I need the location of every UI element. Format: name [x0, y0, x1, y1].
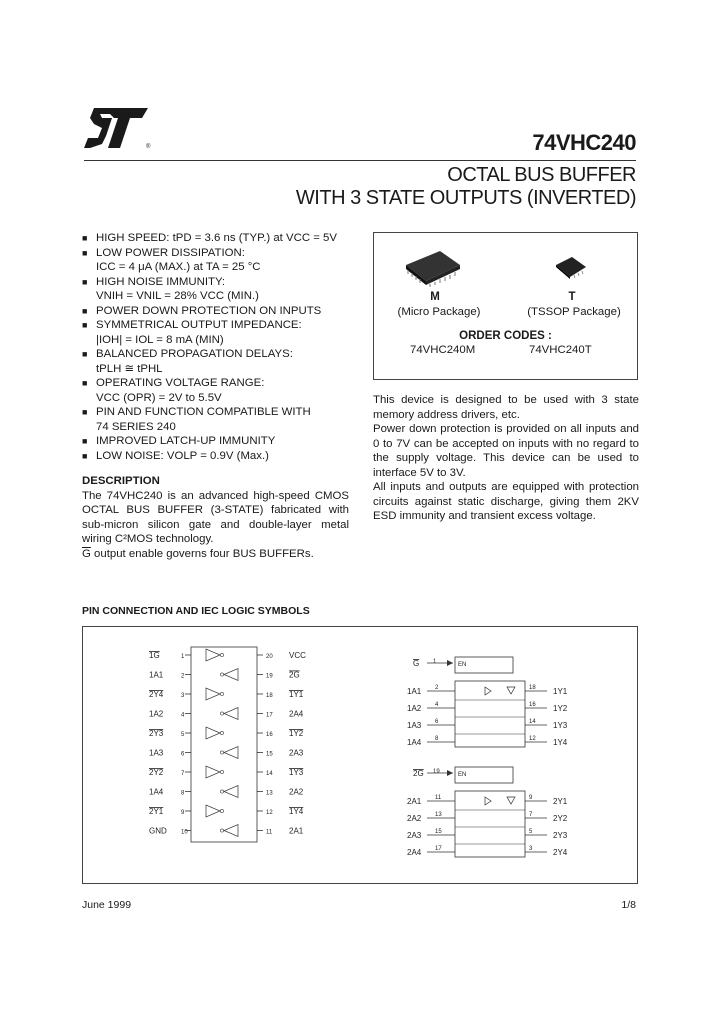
- right-pin-name: 2A4: [289, 709, 304, 719]
- iec-top-input-number: 2: [435, 685, 439, 691]
- iec-bottom-input-name: 2A4: [407, 848, 422, 857]
- right-pin-name: 2G: [289, 670, 300, 680]
- iec-bottom-enable-name: 2G: [413, 769, 424, 778]
- iec-bottom-output-number: 9: [529, 795, 533, 801]
- buffer-gate-icon: [224, 825, 238, 837]
- left-pin-number: 10: [181, 829, 188, 836]
- iec-top-input-number: 4: [435, 702, 439, 708]
- device-notes: [373, 393, 639, 524]
- left-pin-name: 2Y3: [149, 729, 164, 738]
- iec-top-input-name: 1A4: [407, 738, 422, 747]
- left-pin-number: 8: [181, 790, 185, 797]
- buffer-gate-icon: [206, 727, 220, 739]
- iec-top-input-name: 1A1: [407, 687, 422, 696]
- feature-item: ■ BALANCED PROPAGATION DELAYS: tPLH ≅ tPHL: [82, 348, 293, 375]
- buffer-gate-icon: [224, 786, 238, 798]
- iec-bottom-input-number: 17: [435, 846, 442, 852]
- enable-arrow-icon: [447, 660, 453, 666]
- description-heading: DESCRIPTION: [82, 475, 160, 487]
- iec-bottom-output-name: 2Y1: [553, 797, 568, 806]
- feature-item: ■ LOW NOISE: VOLP = 0.9V (Max.): [82, 449, 269, 462]
- note-paragraph: Power down protection is provided on all inputs and 0 to 7V can be accepted on inputs with no regard to the supply voltage. This device can be used to interface 5V to 3V.: [373, 423, 639, 479]
- order-code-m: 74VHC240M: [410, 344, 476, 356]
- iec-bottom-input-name: 2A3: [407, 831, 422, 840]
- iec-bottom-input-name: 2A2: [407, 814, 422, 823]
- iec-bottom-input-number: 13: [435, 812, 442, 818]
- tssop-package-icon: [554, 253, 588, 281]
- feature-item: ■ HIGH NOISE IMMUNITY: VNIH = VNIL = 28% VCC (MIN.): [82, 275, 259, 302]
- buffer-gate-icon: [206, 688, 220, 700]
- iec-top-input-number: 6: [435, 719, 439, 725]
- feature-item: ■ SYMMETRICAL OUTPUT IMPEDANCE: |IOH| = IOL = 8 mA (MIN): [82, 319, 302, 346]
- iec-bottom-input-number: 11: [435, 795, 442, 801]
- iec-top-input-number: 8: [435, 736, 439, 742]
- description-section: [82, 474, 349, 561]
- feature-item: ■ LOW POWER DISSIPATION: ICC = 4 μA (MAX.) at TA = 25 °C: [82, 246, 261, 273]
- right-pin-number: 12: [266, 810, 273, 816]
- part-number: 74VHC240: [532, 130, 636, 155]
- feature-item: ■ IMPROVED LATCH-UP IMMUNITY: [82, 435, 276, 447]
- iec-bottom-enable-box-label: EN: [458, 772, 467, 778]
- iec-bottom-input-name: 2A1: [407, 797, 422, 806]
- iec-top-output-number: 12: [529, 736, 536, 742]
- iec-top-input-name: 1A2: [407, 704, 422, 713]
- iec-top-output-number: 14: [529, 719, 536, 725]
- left-pin-number: 6: [181, 751, 185, 758]
- order-code-t: 74VHC240T: [529, 344, 592, 356]
- st-logo-icon: [84, 104, 156, 154]
- right-pin-name: 2A3: [289, 748, 304, 758]
- left-pin-name: 1A1: [149, 670, 164, 680]
- tristate-symbol-icon: [507, 687, 515, 694]
- right-pin-number: 19: [266, 673, 273, 680]
- right-pin-number: 14: [266, 771, 273, 777]
- left-pin-number: 3: [181, 693, 185, 699]
- footer-date: June 1999: [82, 899, 132, 911]
- tristate-symbol-icon: [507, 797, 515, 804]
- ic-body: [191, 647, 257, 842]
- feature-item: ■ HIGH SPEED: tPD = 3.6 ns (TYP.) at VCC = 5V: [82, 232, 337, 244]
- package-t-caption: (TSSOP Package): [527, 306, 621, 318]
- left-pin-number: 1: [181, 654, 185, 660]
- iec-top-output-number: 18: [529, 685, 536, 691]
- left-pin-name: GND: [149, 826, 167, 836]
- svg-text:®: ®: [146, 144, 151, 150]
- buffer-gate-icon: [206, 649, 220, 661]
- features-list: [82, 231, 372, 463]
- right-pin-name: 1Y2: [289, 729, 304, 738]
- iec-top-enable-box-label: EN: [458, 662, 467, 668]
- right-pin-name: 1Y4: [289, 807, 304, 816]
- note-paragraph: This device is designed to be used with 3 state memory address drivers, etc.: [373, 394, 639, 421]
- right-pin-name: 1Y3: [289, 768, 304, 777]
- iec-top-output-name: 1Y3: [553, 721, 568, 730]
- iec-top-enable-name: G: [413, 659, 420, 668]
- buffer-gate-icon: [224, 669, 238, 681]
- iec-bottom-output-name: 2Y4: [553, 848, 568, 857]
- title-line2: WITH 3 STATE OUTPUTS (INVERTED): [295, 187, 636, 209]
- iec-bottom-output-number: 5: [529, 829, 533, 835]
- buffer-gate-icon: [206, 766, 220, 778]
- buffer-gate-icon: [206, 805, 220, 817]
- buffer-gate-icon: [224, 708, 238, 720]
- package-box: [373, 232, 638, 380]
- iec-top-output-name: 1Y1: [553, 687, 568, 696]
- right-pin-number: 13: [266, 790, 273, 797]
- right-pin-number: 17: [266, 712, 273, 719]
- order-codes-title: ORDER CODES :: [459, 330, 552, 342]
- iec-top-enable-number: 1: [433, 659, 437, 665]
- left-pin-name: 1A4: [149, 787, 164, 797]
- left-pin-name: 2Y1: [149, 807, 164, 816]
- right-pin-name: VCC: [289, 651, 306, 660]
- right-pin-number: 11: [266, 829, 273, 836]
- note-paragraph: All inputs and outputs are equipped with protection circuits against static discharge, giving them 2KV ESD immunity and transient excess voltage.: [373, 481, 639, 522]
- package-t-label: T: [568, 291, 576, 303]
- enable-arrow-icon: [447, 770, 453, 776]
- package-m-caption: (Micro Package): [397, 306, 481, 318]
- iec-top-output-name: 1Y4: [553, 738, 568, 747]
- header-rule: [84, 160, 636, 161]
- iec-top-output-name: 1Y2: [553, 704, 568, 713]
- left-pin-number: 7: [181, 771, 185, 777]
- buffer-symbol-icon: [485, 687, 491, 695]
- left-pin-name: 2Y2: [149, 768, 164, 777]
- iec-buffer-box: [455, 681, 525, 747]
- micro-package-icon: [402, 247, 462, 287]
- description-body: The 74VHC240 is an advanced high-speed CMOS OCTAL BUS BUFFER (3-STATE) fabricated with sub-micron silicon gate and double-layer metal wiring C²MOS technology. $\overline{G}$ output enable governs four BUS BUFFERs.: [82, 489, 349, 560]
- iec-top-input-name: 1A3: [407, 721, 422, 730]
- left-pin-name: 2Y4: [149, 690, 164, 699]
- left-pin-number: 9: [181, 810, 185, 816]
- iec-bottom-output-name: 2Y3: [553, 831, 568, 840]
- left-pin-name: 1A3: [149, 748, 164, 758]
- left-pin-name: 1A2: [149, 709, 164, 719]
- right-pin-name: 1Y1: [289, 690, 304, 699]
- right-pin-name: 2A2: [289, 787, 304, 797]
- right-pin-number: 20: [266, 654, 273, 660]
- footer-page: 1/8: [621, 899, 636, 911]
- iec-bottom-enable-number: 19: [433, 769, 440, 775]
- buffer-gate-icon: [224, 747, 238, 759]
- iec-buffer-box: [455, 791, 525, 857]
- iec-bottom-output-number: 7: [529, 812, 533, 818]
- pin-section-heading: PIN CONNECTION AND IEC LOGIC SYMBOLS: [82, 605, 310, 617]
- feature-item: ■ POWER DOWN PROTECTION ON INPUTS: [82, 304, 322, 317]
- feature-item: ■ OPERATING VOLTAGE RANGE: VCC (OPR) = 2V to 5.5V: [82, 377, 265, 404]
- feature-item: ■ PIN AND FUNCTION COMPATIBLE WITH 74 SERIES 240: [82, 406, 311, 433]
- left-pin-number: 5: [181, 732, 185, 738]
- iec-top-output-number: 16: [529, 702, 536, 708]
- title-line1: OCTAL BUS BUFFER: [447, 164, 636, 186]
- iec-bottom-output-name: 2Y2: [553, 814, 568, 823]
- package-m-label: M: [430, 291, 440, 303]
- left-pin-number: 4: [181, 712, 185, 719]
- iec-bottom-input-number: 15: [435, 829, 442, 835]
- right-pin-number: 15: [266, 751, 273, 758]
- left-pin-name: 1G: [149, 651, 160, 660]
- iec-bottom-output-number: 3: [529, 846, 533, 852]
- right-pin-number: 18: [266, 693, 273, 699]
- right-pin-number: 16: [266, 732, 273, 738]
- buffer-symbol-icon: [485, 797, 491, 805]
- pin-diagram-box: [82, 626, 638, 884]
- left-pin-number: 2: [181, 673, 185, 680]
- pin-connection-diagram: [83, 627, 639, 885]
- right-pin-name: 2A1: [289, 826, 304, 836]
